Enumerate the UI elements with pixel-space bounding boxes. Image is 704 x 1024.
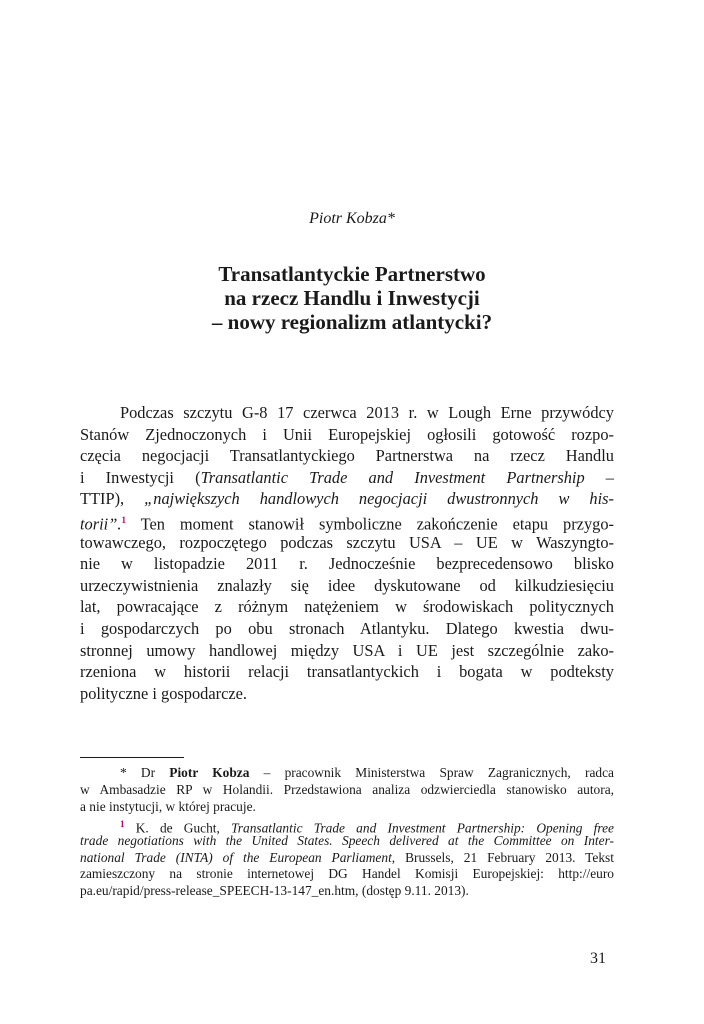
body-paragraph (80, 402, 614, 704)
article-title (80, 262, 624, 334)
body-line (80, 510, 614, 532)
footnote-1 (80, 816, 614, 900)
footnote-line: a nie instytucji, w której pracuje. (80, 798, 256, 814)
body-line: i gospodarczych po obu stronach Atlantyku. Dlatego kwestia dwu- (80, 618, 614, 638)
footnote-line: pa.eu/rapid/press-release_SPEECH-13-147_en.htm, (dostęp 9.11. 2013). (80, 883, 469, 899)
text-run: Ten moment stanowił symboliczne zakończenie etapu przygo- (125, 514, 614, 534)
title-line-3: – nowy regionalizm atlantycki? (211, 310, 493, 334)
body-line: rzeniona w historii relacji transatlantyckich i bogata w podteksty (80, 662, 614, 682)
footnote-reference-1[interactable]: 1 (121, 514, 126, 525)
footnote-line: zamieszczony na stronie internetowej DG Handel Komisji Europejskiej: http://euro (80, 866, 614, 882)
text-run: , Brussels, 21 February 2013. Tekst (391, 849, 614, 865)
footnote-author (80, 765, 614, 815)
body-line: urzeczywistnienia znalazły się idee dyskutowane od kilkudziesięciu (80, 575, 614, 595)
text-run: K. de Gucht, (124, 820, 232, 836)
body-line: częcia negocjacji Transatlantyckiego Partnerstwa na rzecz Handlu (80, 446, 614, 466)
text-run-italic: „największych handlowych negocjacji dwustronnych w his- (144, 489, 614, 509)
body-line: polityczne i gospodarcze. (80, 683, 248, 703)
text-run-italic: trade negotiations with the United States. Speech delivered at the Committee on Inter- (80, 832, 614, 848)
body-line: stronnej umowy handlowej między USA i UE jest szczególnie zako- (80, 640, 614, 660)
footnote-line (80, 833, 614, 850)
body-line (80, 467, 614, 489)
body-line: lat, powracające z różnym natężeniem w środowiskach politycznych (80, 597, 614, 617)
text-run: TTIP), (80, 489, 145, 509)
text-run-bold: Piotr Kobza (169, 765, 250, 780)
page-number: 31 (590, 950, 606, 967)
text-run-italic: torii”. (80, 514, 122, 534)
body-line: nie w listopadzie 2011 r. Jednocześnie bezprecedensowo blisko (80, 554, 614, 574)
footnote-separator (80, 757, 184, 758)
text-run: – (584, 467, 614, 487)
title-line-1: Transatlantyckie Partnerstwo (218, 262, 486, 286)
title-line-2: na rzecz Handlu i Inwestycji (224, 286, 480, 310)
text-run: i Inwestycji ( (80, 467, 201, 487)
body-line: Stanów Zjednoczonych i Unii Europejskiej ogłosili gotowość rozpo- (80, 424, 614, 444)
body-line: towawczego, rozpoczętego podczas szczytu USA – UE w Waszyngto- (80, 532, 614, 552)
footnote-line: w Ambasadzie RP w Holandii. Przedstawiona analiza odzwierciedla stanowisko autora, (80, 781, 614, 797)
footnote-line (80, 850, 614, 867)
footnote-line (80, 816, 614, 836)
footnote-marker-1: 1 (120, 819, 125, 829)
footnote-line (80, 765, 614, 782)
body-line: Podczas szczytu G-8 17 czerwca 2013 r. w Lough Erne przywódcy (120, 403, 614, 422)
author-name: Piotr Kobza* (309, 210, 395, 227)
text-run: – pracownik Ministerstwa Spraw Zagranicznych, radca (249, 765, 614, 780)
text-run: * Dr (120, 765, 170, 780)
text-run-italic: Transatlantic Trade and Investment Partnership: Opening free (231, 820, 614, 836)
text-run-italic: Transatlantic Trade and Investment Partnership (200, 467, 585, 487)
body-line (80, 488, 614, 510)
text-run-italic: national Trade (INTA) of the European Parliament (80, 849, 392, 865)
